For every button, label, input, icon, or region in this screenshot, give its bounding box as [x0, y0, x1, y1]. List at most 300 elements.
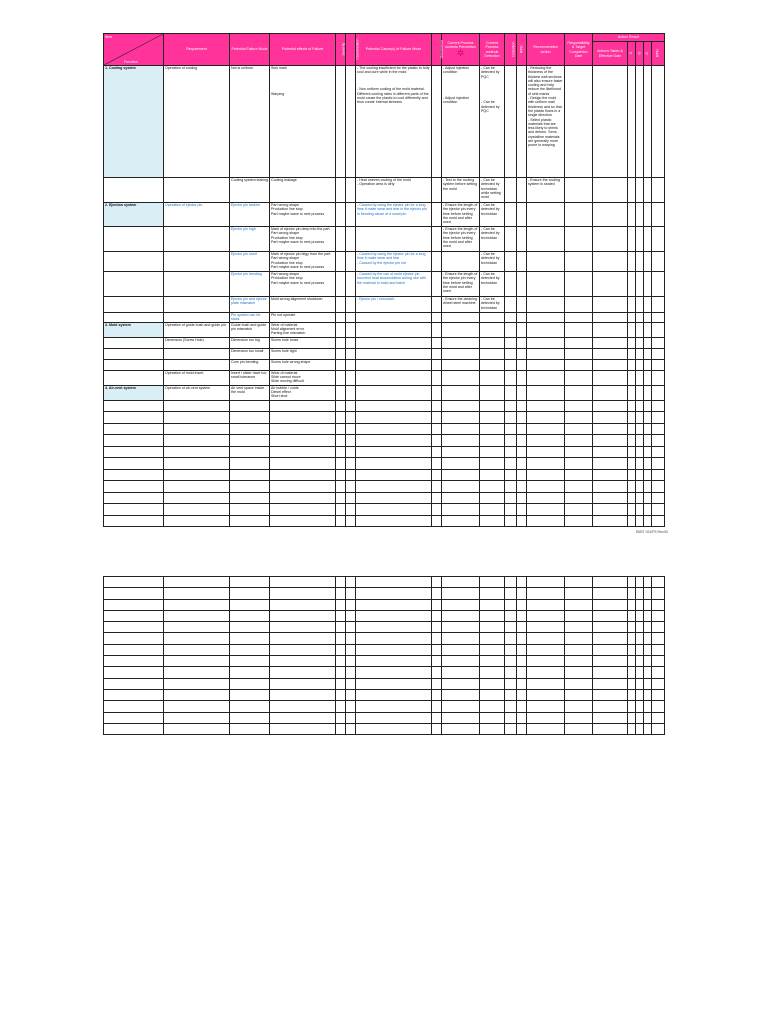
blank-cell: [644, 458, 652, 470]
detection-control-cell: - Can be detected by technician: [480, 252, 505, 272]
blank-cell: [270, 435, 336, 447]
rpn-result-cell: [652, 203, 665, 227]
blank-cell: [230, 667, 270, 678]
blank-cell: [527, 515, 565, 527]
blank-cell: [527, 656, 565, 667]
blank-cell: [164, 656, 230, 667]
blank-cell: [593, 400, 628, 412]
causes-cell: - Caused by using the ejector pin for a long time it make wear and tear in the ejector pin in bending cause of a small pin: [356, 203, 432, 227]
blank-cell: [230, 644, 270, 655]
blank-cell: [593, 423, 628, 435]
blank-cell: [505, 622, 517, 633]
blank-cell: [432, 656, 442, 667]
blank-cell: [652, 469, 665, 481]
blank-cell: [517, 400, 527, 412]
prevention-cell: [442, 313, 480, 323]
blank-cell: [628, 504, 636, 516]
requirement-cell: [164, 272, 230, 297]
blank-cell: [270, 656, 336, 667]
blank-cell: [593, 610, 628, 621]
blank-cell: [230, 689, 270, 700]
blank-cell: [565, 667, 593, 678]
blank-cell: [346, 712, 356, 723]
detection-control-cell: - Can be detected by technician: [480, 272, 505, 297]
blank-cell: [517, 644, 527, 655]
severity-cell: [336, 359, 346, 370]
blank-cell: [432, 689, 442, 700]
classification-cell: [346, 272, 356, 297]
blank-cell: [593, 577, 628, 588]
blank-cell: [505, 689, 517, 700]
header-function: Function: [124, 59, 138, 64]
blank-cell: [644, 435, 652, 447]
blank-cell: [432, 644, 442, 655]
blank-cell: [636, 588, 644, 599]
blank-cell: [636, 723, 644, 734]
blank-cell: [480, 667, 505, 678]
blank-cell: [432, 400, 442, 412]
sev-result-cell: [628, 178, 636, 203]
severity-cell: [336, 348, 346, 359]
blank-cell: [636, 667, 644, 678]
blank-cell: [356, 712, 432, 723]
blank-cell: [346, 723, 356, 734]
header-detection-control: Current Process controls Detection: [480, 34, 505, 66]
blank-cell: [346, 599, 356, 610]
blank-cell: [104, 622, 164, 633]
effects-cell: Screw hole wrong shape: [270, 359, 336, 370]
blank-cell: [230, 610, 270, 621]
blank-cell: [517, 481, 527, 493]
requirement-cell: [164, 178, 230, 203]
blank-row: [104, 667, 665, 678]
blank-cell: [230, 423, 270, 435]
requirement-cell: Operation of guide bush and guide pin: [164, 322, 230, 337]
rpn-cell: [517, 370, 527, 385]
severity-cell: [336, 322, 346, 337]
blank-row: [104, 610, 665, 621]
blank-cell: [164, 633, 230, 644]
blank-cell: [164, 712, 230, 723]
function-cell: [104, 337, 164, 348]
blank-cell: [527, 689, 565, 700]
blank-cell: [164, 689, 230, 700]
blank-cell: [164, 622, 230, 633]
prevention-cell: - Test to the cooling system before setting the mold: [442, 178, 480, 203]
blank-cell: [346, 446, 356, 458]
header-rpn: RPN: [517, 34, 527, 66]
blank-cell: [636, 492, 644, 504]
prevention-cell: [442, 322, 480, 337]
blank-cell: [527, 610, 565, 621]
effects-cell: Pin not operate: [270, 313, 336, 323]
blank-cell: [565, 458, 593, 470]
blank-cell: [527, 504, 565, 516]
detection-cell: [505, 322, 517, 337]
blank-cell: [505, 504, 517, 516]
blank-cell: [270, 622, 336, 633]
table-row: [104, 348, 665, 359]
header-severity: Severity: [336, 34, 346, 66]
blank-cell: [356, 515, 432, 527]
blank-cell: [652, 481, 665, 493]
table-row: [104, 359, 665, 370]
blank-cell: [480, 400, 505, 412]
det-result-cell: [644, 178, 652, 203]
header-sev: S: [628, 42, 636, 66]
sev-result-cell: [628, 348, 636, 359]
function-cell: 1. Cooling system: [104, 66, 164, 178]
recommended-action-cell: [527, 203, 565, 227]
blank-cell: [636, 599, 644, 610]
blank-cell: [644, 723, 652, 734]
header-failure-mode: Potential Failure Mode: [230, 34, 270, 66]
blank-cell: [164, 504, 230, 516]
blank-cell: [432, 667, 442, 678]
blank-cell: [517, 492, 527, 504]
blank-cell: [230, 469, 270, 481]
blank-cell: [480, 701, 505, 712]
blank-cell: [593, 622, 628, 633]
blank-cell: [336, 622, 346, 633]
blank-cell: [505, 712, 517, 723]
blank-cell: [346, 469, 356, 481]
sev-result-cell: [628, 337, 636, 348]
blank-cell: [230, 515, 270, 527]
blank-cell: [527, 412, 565, 424]
recommended-action-cell: [527, 370, 565, 385]
detection-cell: [505, 313, 517, 323]
blank-cell: [164, 667, 230, 678]
blank-cell: [517, 610, 527, 621]
responsibility-cell: [565, 348, 593, 359]
requirement-cell: Operation of ejector pin: [164, 203, 230, 227]
blank-cell: [527, 481, 565, 493]
blank-cell: [527, 577, 565, 588]
blank-cell: [628, 644, 636, 655]
blank-cell: [652, 678, 665, 689]
blank-cell: [628, 633, 636, 644]
rpn-cell: [517, 348, 527, 359]
rpn-cell: [517, 337, 527, 348]
header-det: D: [644, 42, 652, 66]
table-row: [104, 203, 665, 227]
severity-cell: [336, 227, 346, 252]
blank-cell: [356, 689, 432, 700]
header-responsibility: Responsibility & Target Completion Date: [565, 34, 593, 66]
blank-cell: [480, 599, 505, 610]
blank-cell: [505, 458, 517, 470]
causes-cell: - Caused by the use of mold ejector pin incorrect heat accumulation during use with the material in mold and batch: [356, 272, 432, 297]
blank-cell: [356, 633, 432, 644]
blank-cell: [432, 712, 442, 723]
classification-cell: [346, 252, 356, 272]
classification-cell: [346, 227, 356, 252]
function-cell: [104, 272, 164, 297]
detection-control-cell: - Can be detected by technician: [480, 297, 505, 313]
blank-cell: [104, 446, 164, 458]
blank-cell: [356, 667, 432, 678]
blank-cell: [336, 610, 346, 621]
function-cell: [104, 359, 164, 370]
blank-cell: [505, 633, 517, 644]
blank-cell: [652, 633, 665, 644]
blank-cell: [442, 458, 480, 470]
blank-cell: [527, 712, 565, 723]
actions-taken-cell: [593, 203, 628, 227]
blank-cell: [565, 723, 593, 734]
blank-cell: [517, 458, 527, 470]
blank-cell: [104, 667, 164, 678]
blank-cell: [346, 577, 356, 588]
blank-cell: [164, 492, 230, 504]
requirement-cell: Operation of mold insert: [164, 370, 230, 385]
responsibility-cell: [565, 297, 593, 313]
classification-cell: [346, 297, 356, 313]
blank-cell: [230, 400, 270, 412]
blank-cell: [164, 435, 230, 447]
blank-cell: [565, 412, 593, 424]
occurrence-cell: [432, 297, 442, 313]
responsibility-cell: [565, 322, 593, 337]
rpn-result-cell: [652, 348, 665, 359]
prevention-cell: [442, 359, 480, 370]
header-classification: Classification: [346, 34, 356, 66]
blank-cell: [505, 656, 517, 667]
blank-cell: [527, 599, 565, 610]
prevention-cell: - Ensure the length of the ejector pin every time before setting the mold and after used: [442, 227, 480, 252]
det-result-cell: [644, 227, 652, 252]
blank-cell: [636, 400, 644, 412]
blank-cell: [230, 504, 270, 516]
blank-cell: [432, 622, 442, 633]
blank-cell: [628, 656, 636, 667]
blank-cell: [432, 515, 442, 527]
rpn-cell: [517, 297, 527, 313]
blank-cell: [356, 412, 432, 424]
blank-cell: [270, 469, 336, 481]
blank-cell: [432, 446, 442, 458]
table-row: [104, 337, 665, 348]
blank-cell: [346, 400, 356, 412]
blank-cell: [432, 504, 442, 516]
blank-cell: [517, 504, 527, 516]
blank-cell: [230, 622, 270, 633]
table-row: [104, 385, 665, 400]
table-row: [104, 322, 665, 337]
prevention-cell: [442, 252, 480, 272]
blank-cell: [636, 446, 644, 458]
blank-cell: [356, 504, 432, 516]
blank-row: [104, 622, 665, 633]
blank-cell: [652, 689, 665, 700]
blank-cell: [432, 423, 442, 435]
blank-cell: [593, 446, 628, 458]
blank-cell: [270, 412, 336, 424]
fmea-table: [103, 33, 665, 527]
blank-row: [104, 588, 665, 599]
blank-cell: [442, 577, 480, 588]
blank-cell: [442, 588, 480, 599]
blank-cell: [480, 412, 505, 424]
detection-cell: [505, 348, 517, 359]
blank-cell: [505, 644, 517, 655]
blank-cell: [636, 633, 644, 644]
occ-result-cell: [636, 227, 644, 252]
rpn-cell: [517, 313, 527, 323]
blank-cell: [527, 458, 565, 470]
effects-cell: Air bubble / voids Diesel effect Short shot: [270, 385, 336, 400]
blank-cell: [164, 599, 230, 610]
blank-cell: [644, 588, 652, 599]
blank-cell: [517, 633, 527, 644]
function-cell: [104, 252, 164, 272]
occ-result-cell: [636, 370, 644, 385]
function-cell: [104, 178, 164, 203]
blank-row: [104, 689, 665, 700]
blank-cell: [636, 458, 644, 470]
blank-cell: [652, 458, 665, 470]
blank-cell: [442, 435, 480, 447]
sev-result-cell: [628, 297, 636, 313]
header-prevention: Current Process controls Prevention ✲: [442, 34, 480, 66]
effects-cell: Sink mark Warping: [270, 66, 336, 178]
blank-cell: [644, 492, 652, 504]
blank-cell: [565, 622, 593, 633]
blank-cell: [644, 400, 652, 412]
prevention-cell: [442, 385, 480, 400]
occ-result-cell: [636, 297, 644, 313]
sev-result-cell: [628, 203, 636, 227]
occ-result-cell: [636, 252, 644, 272]
failure-mode-cell: Dimension too small: [230, 348, 270, 359]
det-result-cell: [644, 385, 652, 400]
actions-taken-cell: [593, 252, 628, 272]
blank-cell: [104, 423, 164, 435]
header-failure-effects: Potential effects of Failure: [270, 34, 336, 66]
rpn-cell: [517, 203, 527, 227]
blank-cell: [432, 678, 442, 689]
blank-cell: [356, 599, 432, 610]
blank-cell: [644, 712, 652, 723]
blank-cell: [336, 504, 346, 516]
occ-result-cell: [636, 178, 644, 203]
blank-cell: [356, 469, 432, 481]
blank-cell: [164, 458, 230, 470]
responsibility-cell: [565, 227, 593, 252]
blank-cell: [346, 515, 356, 527]
blank-cell: [164, 577, 230, 588]
blank-cell: [356, 400, 432, 412]
blank-cell: [527, 701, 565, 712]
blank-cell: [104, 504, 164, 516]
det-result-cell: [644, 66, 652, 178]
blank-cell: [565, 644, 593, 655]
classification-cell: [346, 203, 356, 227]
function-cell: [104, 297, 164, 313]
failure-mode-cell: Guide bush and guide pin mismatch: [230, 322, 270, 337]
blank-cell: [230, 633, 270, 644]
blank-cell: [652, 712, 665, 723]
blank-cell: [336, 689, 346, 700]
blank-cell: [636, 515, 644, 527]
blank-cell: [356, 610, 432, 621]
blank-cell: [356, 481, 432, 493]
blank-cell: [336, 667, 346, 678]
rpn-cell: [517, 385, 527, 400]
blank-cell: [527, 492, 565, 504]
blank-cell: [336, 633, 346, 644]
blank-cell: [432, 610, 442, 621]
blank-cell: [356, 622, 432, 633]
failure-mode-cell: Ejector pin short: [230, 252, 270, 272]
blank-cell: [517, 423, 527, 435]
classification-cell: [346, 348, 356, 359]
rpn-result-cell: [652, 359, 665, 370]
detection-control-cell: [480, 348, 505, 359]
blank-row: [104, 412, 665, 424]
causes-cell: [356, 227, 432, 252]
rpn-result-cell: [652, 272, 665, 297]
blank-cell: [527, 633, 565, 644]
requirement-cell: Operation of air-vent system: [164, 385, 230, 400]
blank-cell: [565, 504, 593, 516]
blank-cell: [104, 599, 164, 610]
blank-cell: [346, 435, 356, 447]
rpn-result-cell: [652, 322, 665, 337]
blank-cell: [628, 577, 636, 588]
blank-cell: [644, 633, 652, 644]
blank-cell: [505, 610, 517, 621]
rpn-cell: [517, 252, 527, 272]
occurrence-cell: [432, 66, 442, 178]
function-cell: [104, 227, 164, 252]
blank-cell: [442, 667, 480, 678]
detection-control-cell: [480, 359, 505, 370]
blank-cell: [652, 667, 665, 678]
blank-cell: [270, 588, 336, 599]
blank-cell: [270, 492, 336, 504]
blank-cell: [565, 400, 593, 412]
responsibility-cell: [565, 385, 593, 400]
recommended-action-cell: [527, 322, 565, 337]
occurrence-cell: [432, 313, 442, 323]
header-occurrence: Occurrence: [432, 34, 442, 66]
blank-cell: [505, 400, 517, 412]
causes-cell: [356, 322, 432, 337]
failure-mode-cell: Not is uniform: [230, 66, 270, 178]
prevention-cell: [442, 337, 480, 348]
recommended-action-cell: - Reducing the thickness of the thickest wall sections will also ensure faster cooling and help reduce the likelihood of sink marks - Design the mold with uniform wall thickness and so that the plastic flows in a single direction - Select plastic materials that are less likely to shrink and deform. Semi-crystalline materials are generally more prone to warping: [527, 66, 565, 178]
blank-cell: [628, 588, 636, 599]
blank-row: [104, 701, 665, 712]
blank-cell: [593, 412, 628, 424]
blank-cell: [527, 435, 565, 447]
blank-cell: [336, 412, 346, 424]
blank-cell: [270, 667, 336, 678]
blank-cell: [652, 435, 665, 447]
causes-cell: - Ejector pin / mismatch: [356, 297, 432, 313]
blank-cell: [442, 492, 480, 504]
responsibility-cell: [565, 370, 593, 385]
blank-cell: [517, 469, 527, 481]
blank-cell: [164, 723, 230, 734]
detection-control-cell: [480, 337, 505, 348]
blank-cell: [593, 469, 628, 481]
blank-cell: [336, 515, 346, 527]
blank-cell: [565, 599, 593, 610]
blank-cell: [336, 423, 346, 435]
